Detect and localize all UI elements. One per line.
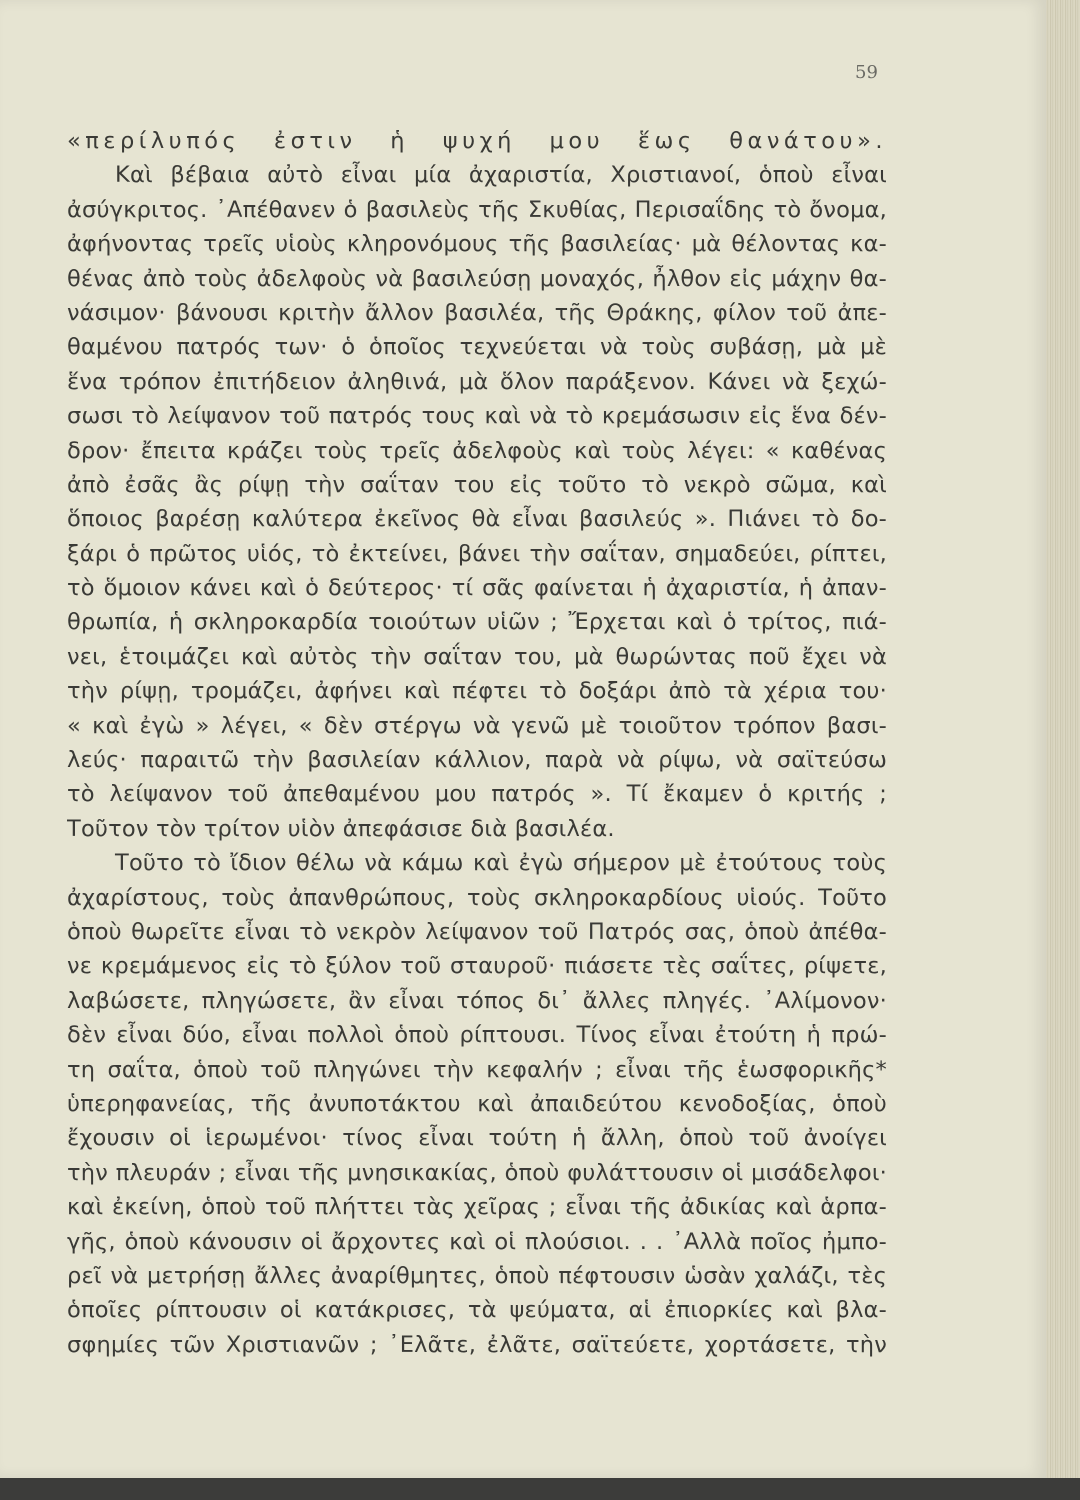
text-line: Καὶ βέβαια αὐτὸ εἶναι μία ἀχαριστία, Χριστιανοί, ὁποὺ εἶναι (115, 162, 887, 189)
text-line: λαβώσετε, πληγώσετε, ἂν εἶναι τόπος δι᾿ ἄλλες πληγές. ᾿Αλίμονον· (67, 987, 887, 1014)
text-line: δρον· ἔπειτα κράζει τοὺς τρεῖς ἀδελφοὺς καὶ τοὺς λέγει: « καθένας (67, 437, 887, 464)
text-line: θρωπία, ἡ σκληροκαρδία τοιούτων υἱῶν ; Ἔρχεται καὶ ὁ τρίτος, πιά- (67, 609, 887, 636)
text-line: ἀπὸ ἐσᾶς ἂς ρίψῃ τὴν σαΐταν του εἰς τοῦτο τὸ νεκρὸ σῶμα, καὶ (67, 471, 887, 498)
scan-background (0, 1478, 1080, 1500)
text-line: «περίλυπός ἐστιν ἡ ψυχή μου ἕως θανάτου». (67, 128, 887, 154)
text-line: ὁποὺ θωρεῖτε εἶναι τὸ νεκρὸν λείψανον τοῦ Πατρός σας, ὁποὺ ἀπέθα- (67, 918, 887, 945)
text-line: θαμένου πατρός των· ὁ ὁποῖος τεχνεύεται νὰ τοὺς συβάσῃ, μὰ μὲ (67, 334, 887, 361)
text-line: τὴν πλευράν ; εἶναι τῆς μνησικακίας, ὁποὺ φυλάττουσιν οἱ μισάδελφοι· (67, 1159, 887, 1186)
text-line: τὸ λείψανον τοῦ ἀπεθαμένου μου πατρός ». Τί ἔκαμεν ὁ κριτής ; (67, 781, 887, 808)
body-text (67, 124, 887, 1362)
text-line: ἀχαρίστους, τοὺς ἀπανθρώπους, τοὺς σκληροκαρδίους υἱούς. Τοῦτο (67, 884, 887, 911)
text-line: θένας ἀπὸ τοὺς ἀδελφοὺς νὰ βασιλεύσῃ μοναχός, ἦλθον εἰς μάχην θα- (67, 265, 887, 292)
text-line: ἀφήνοντας τρεῖς υἱοὺς κληρονόμους τῆς βασιλείας· μὰ θέλοντας κα- (67, 231, 887, 258)
text-line: Τοῦτο τὸ ἴδιον θέλω νὰ κάμω καὶ ἐγὼ σήμερον μὲ ἐτούτους τοὺς (115, 850, 887, 877)
text-line: λεύς· παραιτῶ τὴν βασιλείαν κάλλιον, παρὰ νὰ ρίψω, νὰ σαϊτεύσω (67, 747, 887, 774)
page-number: 59 (855, 62, 878, 83)
text-line: ρεῖ νὰ μετρήσῃ ἄλλες ἀναρίθμητες, ὁποὺ πέφτουσιν ὡσὰν χαλάζι, τὲς (67, 1262, 887, 1289)
text-line: γῆς, ὁποὺ κάνουσιν οἱ ἄρχοντες καὶ οἱ πλούσιοι. . . ᾿Αλλὰ ποῖος ἠμπο- (67, 1228, 887, 1255)
text-line: Τοῦτον τὸν τρίτον υἱὸν ἀπεφάσισε διὰ βασιλέα. (67, 815, 615, 842)
text-line: ὅποιος βαρέσῃ καλύτερα ἐκεῖνος θὰ εἶναι βασιλεύς ». Πιάνει τὸ δο- (67, 506, 887, 533)
page-edge (1046, 0, 1080, 1478)
text-line: σωσι τὸ λείψανον τοῦ πατρός τους καὶ νὰ τὸ κρεμάσωσιν εἰς ἕνα δέν- (67, 403, 887, 430)
text-line: « καὶ ἐγὼ » λέγει, « δὲν στέργω νὰ γενῶ μὲ τοιοῦτον τρόπον βασι- (67, 712, 887, 739)
text-line: δὲν εἶναι δύο, εἶναι πολλοὶ ὁποὺ ρίπτουσι. Τίνος εἶναι ἐτούτη ἡ πρώ- (67, 1022, 887, 1049)
text-line: ἕνα τρόπον ἐπιτήδειον ἀληθινά, μὰ ὅλον παράξενον. Κάνει νὰ ξεχώ- (67, 368, 887, 395)
text-line: νάσιμον· βάνουσι κριτὴν ἄλλον βασιλέα, τῆς Θράκης, φίλον τοῦ ἀπε- (67, 299, 887, 326)
text-line: ξάρι ὁ πρῶτος υἱός, τὸ ἐκτείνει, βάνει τὴν σαΐταν, σημαδεύει, ρίπτει, (67, 540, 887, 567)
text-line: ἀσύγκριτος. ᾿Απέθανεν ὁ βασιλεὺς τῆς Σκυθίας, Περισαΐδης τὸ ὄνομα, (67, 196, 887, 223)
text-line: τη σαΐτα, ὁποὺ τοῦ πληγώνει τὴν κεφαλήν ; εἶναι τῆς ἑωσφορικῆς* (67, 1056, 887, 1083)
text-line: ὑπερηφανείας, τῆς ἀνυποτάκτου καὶ ἀπαιδεύτου κενοδοξίας, ὁποὺ (67, 1090, 887, 1117)
text-line: τὸ ὅμοιον κάνει καὶ ὁ δεύτερος· τί σᾶς φαίνεται ἡ ἀχαριστία, ἡ ἀπαν- (67, 575, 887, 602)
text-line: ὁποῖες ρίπτουσιν οἱ κατάκρισες, τὰ ψεύματα, αἱ ἐπιορκίες καὶ βλα- (67, 1297, 887, 1324)
text-line: καὶ ἐκείνη, ὁποὺ τοῦ πλήττει τὰς χεῖρας ; εἶναι τῆς ἀδικίας καὶ ἁρπα- (67, 1194, 887, 1221)
text-line: σφημίες τῶν Χριστιανῶν ; ᾿Ελᾶτε, ἐλᾶτε, σαϊτεύετε, χορτάσετε, τὴν (67, 1331, 887, 1358)
text-line: νε κρεμάμενος εἰς τὸ ξύλον τοῦ σταυροῦ· πιάσετε τὲς σαΐτες, ρίψετε, (67, 953, 887, 980)
text-line: τὴν ρίψῃ, τρομάζει, ἀφήνει καὶ πέφτει τὸ δοξάρι ἀπὸ τὰ χέρια του· (67, 678, 887, 705)
text-line: ἔχουσιν οἱ ἱερωμένοι· τίνος εἶναι τούτη ἡ ἄλλη, ὁποὺ τοῦ ἀνοίγει (67, 1125, 887, 1152)
text-line: νει, ἑτοιμάζει καὶ αὐτὸς τὴν σαΐταν του, μὰ θωρώντας ποῦ ἔχει νὰ (67, 643, 887, 670)
